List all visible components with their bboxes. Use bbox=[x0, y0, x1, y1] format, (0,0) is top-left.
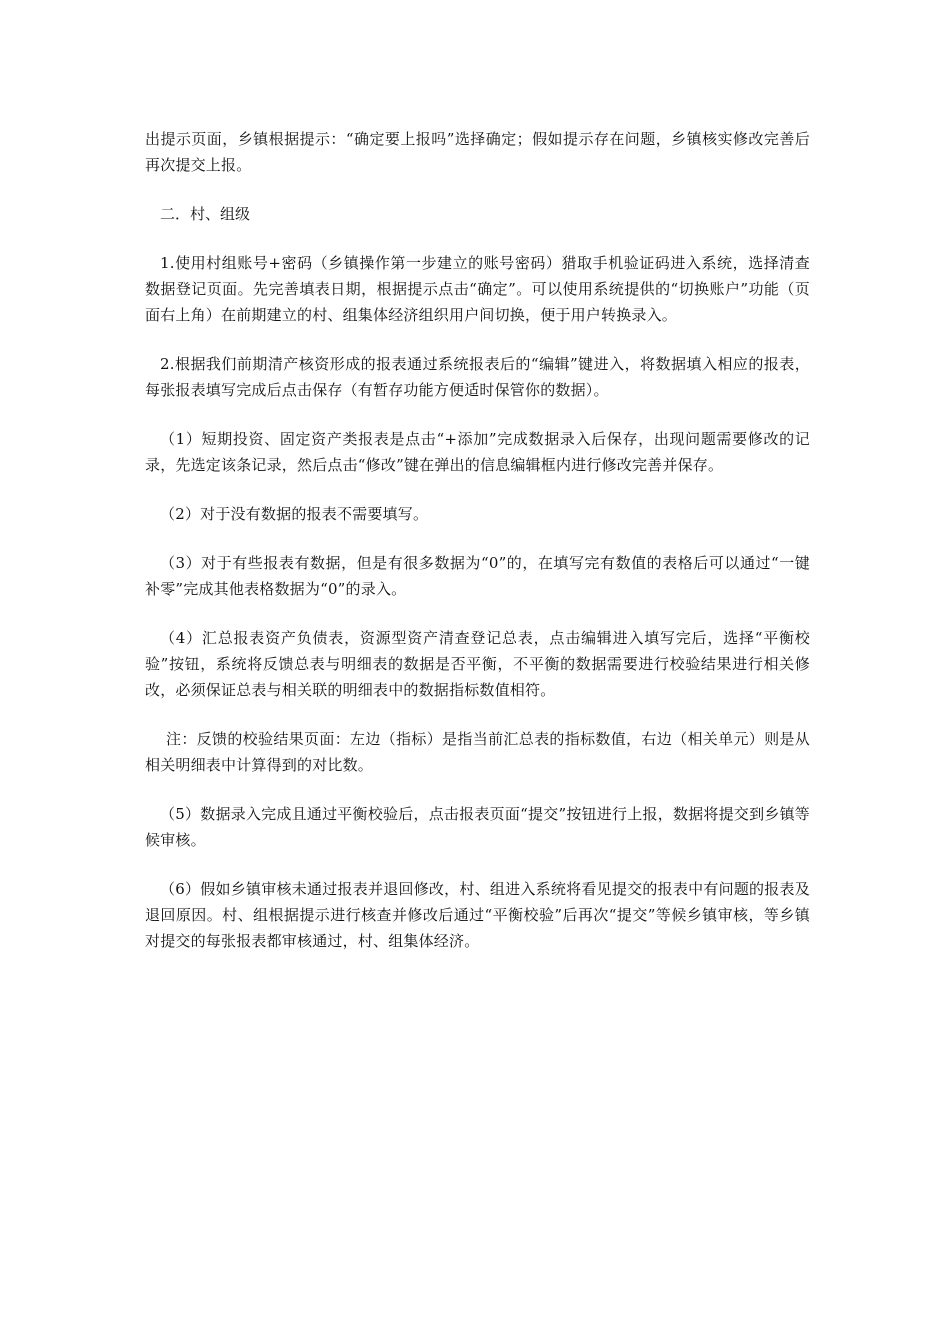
paragraph-substep-2: （2）对于没有数据的报表不需要填写。 bbox=[160, 505, 429, 523]
paragraph-substep-3: （3）对于有些报表有数据，但是有很多数据为“0”的，在填写完有数值的表格后可以通过“一键补零”完成其他表格数据为“0”的录入。 bbox=[145, 554, 810, 598]
paragraph-substep-6: （6）假如乡镇审核未通过报表并退回修改，村、组进入系统将看见提交的报表中有问题的报表及退回原因。村、组根据提示进行核查并修改后通过“平衡校验”后再次“提交”等候乡镇审核，等乡镇对提交的每张报表都审核通过，村、组集体经济。 bbox=[145, 880, 810, 950]
section-heading: 二．村、组级 bbox=[160, 205, 251, 223]
paragraph-note: 注：反馈的校验结果页面：左边（指标）是指当前汇总表的指标数值，右边（相关单元）则是从相关明细表中计算得到的对比数。 bbox=[145, 730, 810, 774]
paragraph-substep-5: （5）数据录入完成且通过平衡校验后，点击报表页面“提交”按钮进行上报，数据将提交到乡镇等候审核。 bbox=[145, 805, 810, 849]
document-body bbox=[145, 126, 810, 977]
paragraph-continuation: 出提示页面，乡镇根据提示：“确定要上报吗”选择确定；假如提示存在问题，乡镇核实修改完善后再次提交上报。 bbox=[145, 130, 810, 174]
paragraph-substep-4: （4）汇总报表资产负债表，资源型资产清查登记总表，点击编辑进入填写完后，选择“平衡校验”按钮，系统将反馈总表与明细表的数据是否平衡，不平衡的数据需要进行校验结果进行相关修改，必须保证总表与相关联的明细表中的数据指标数值相符。 bbox=[145, 629, 810, 699]
paragraph-step-2: 2.根据我们前期清产核资形成的报表通过系统报表后的“编辑”键进入，将数据填入相应的报表，每张报表填写完成后点击保存（有暂存功能方便适时保管你的数据）。 bbox=[145, 355, 810, 399]
paragraph-step-1: 1.使用村组账号+密码（乡镇操作第一步建立的账号密码）猎取手机验证码进入系统，选择清查数据登记页面。先完善填表日期，根据提示点击“确定”。可以使用系统提供的“切换账户”功能（页面右上角）在前期建立的村、组集体经济组织用户间切换，便于用户转换录入。 bbox=[145, 254, 810, 324]
paragraph-substep-1: （1）短期投资、固定资产类报表是点击“+添加”完成数据录入后保存，出现问题需要修改的记录，先选定该条记录，然后点击“修改”键在弹出的信息编辑框内进行修改完善并保存。 bbox=[145, 430, 810, 474]
